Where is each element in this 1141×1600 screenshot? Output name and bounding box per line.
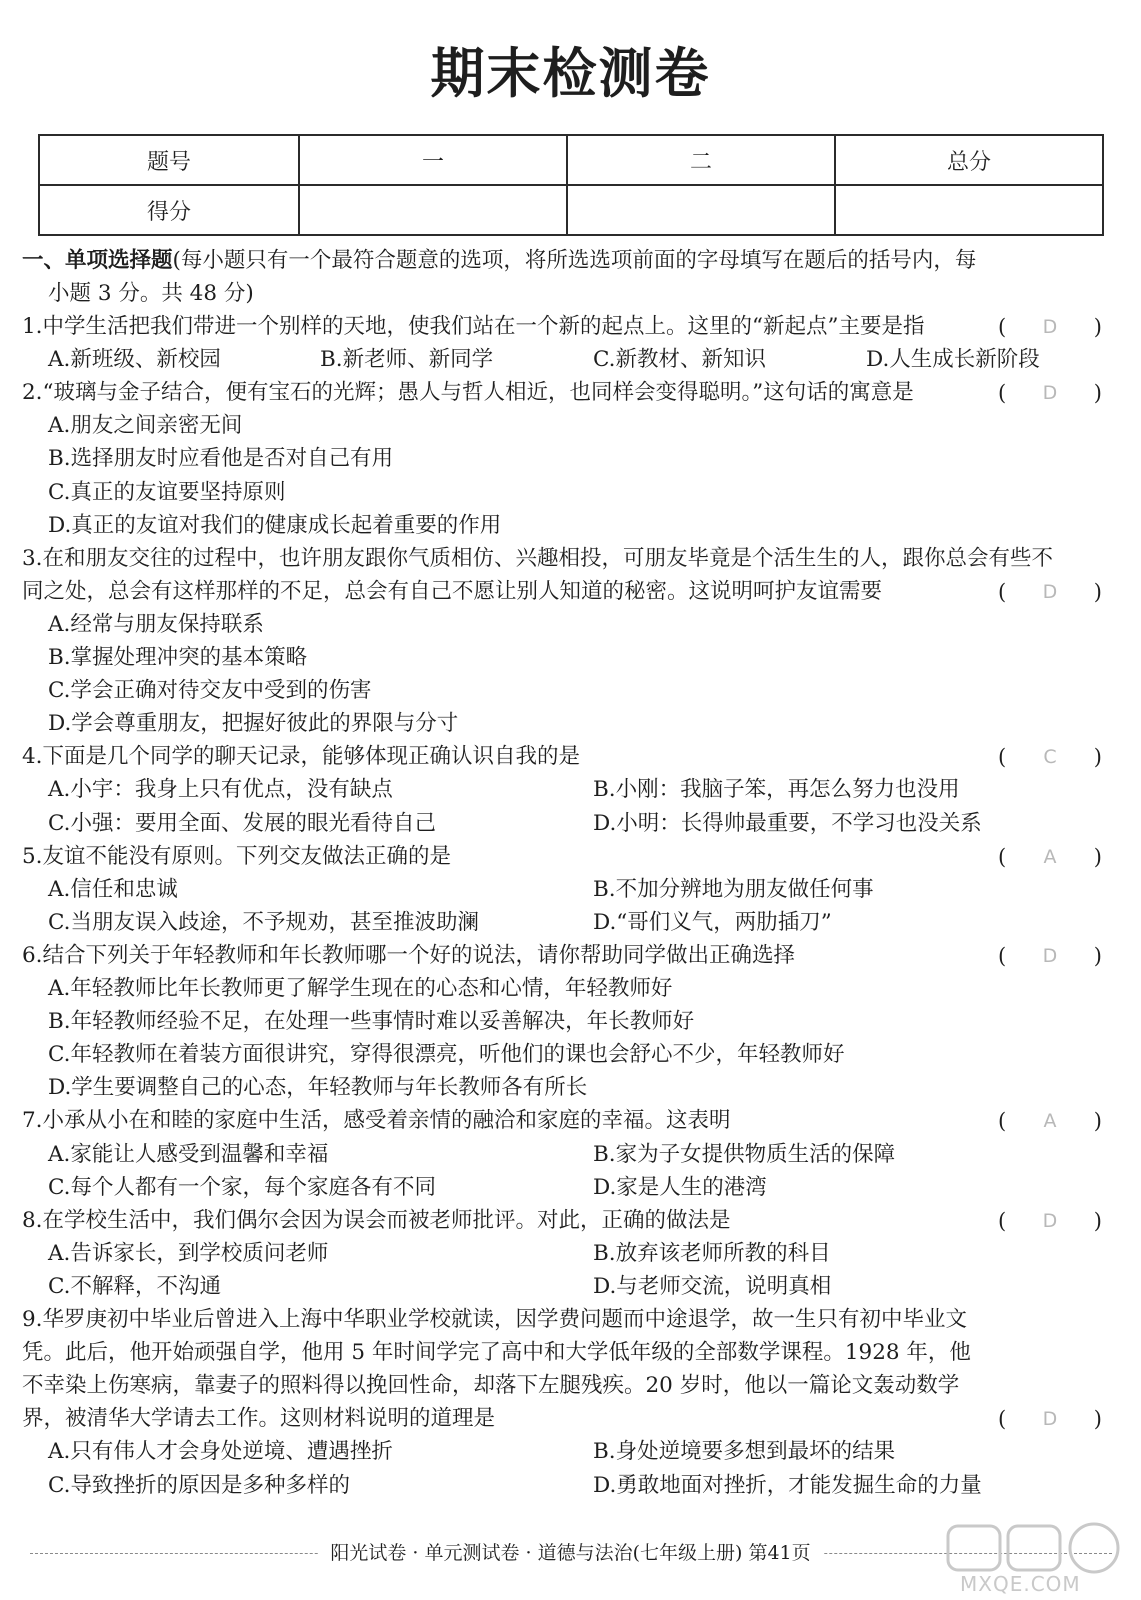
option-item[interactable]: A.家能让人感受到温馨和幸福 xyxy=(48,1141,329,1167)
option-item[interactable]: C.年轻教师在着装方面很讲究，穿得很漂亮，听他们的课也会舒心不少，年轻教师好 xyxy=(48,1042,845,1068)
answer-bracket[interactable] xyxy=(998,842,1102,872)
option-item[interactable]: D.与老师交流，说明真相 xyxy=(593,1273,832,1299)
section-heading-line xyxy=(22,246,1118,276)
answer-bracket[interactable] xyxy=(998,941,1102,971)
answer-bracket-open: ( xyxy=(998,1109,1007,1134)
score-table xyxy=(38,134,1104,236)
answer-bracket[interactable] xyxy=(998,1106,1102,1136)
answer-bracket-close: ) xyxy=(1093,1407,1102,1432)
question-stem: 不幸染上伤寒病，靠妻子的照料得以挽回性命，却落下左腿残疾。20 岁时，他以一篇论文轰动数学 xyxy=(22,1373,960,1399)
option-item[interactable]: C.不解释，不沟通 xyxy=(48,1273,222,1299)
question-stem: 7.小承从小在和睦的家庭中生活，感受着亲情的融洽和家庭的幸福。这表明 xyxy=(22,1108,731,1134)
option-item[interactable]: C.每个人都有一个家，每个家庭各有不同 xyxy=(48,1174,437,1200)
option-item[interactable]: B.不加分辨地为朋友做任何事 xyxy=(593,876,874,902)
option-item[interactable]: D.真正的友谊对我们的健康成长起着重要的作用 xyxy=(48,512,502,538)
score-table-cell: 总分 xyxy=(835,135,1103,185)
answer-bracket-close: ) xyxy=(1093,1208,1102,1233)
answer-bracket-open: ( xyxy=(998,1208,1007,1233)
score-entry-cell[interactable] xyxy=(299,185,567,235)
option-item[interactable]: B.新老师、新同学 xyxy=(320,347,494,373)
score-table-cell: 一 xyxy=(299,135,567,185)
option-item[interactable]: C.新教材、新知识 xyxy=(593,347,767,373)
option-item[interactable]: A.告诉家长，到学校质问老师 xyxy=(48,1240,329,1266)
option-item[interactable]: D.家是人生的港湾 xyxy=(593,1174,767,1200)
answer-letter: A xyxy=(1043,845,1057,868)
answer-letter: D xyxy=(1042,382,1058,405)
answer-letter: D xyxy=(1042,944,1058,967)
answer-bracket-close: ) xyxy=(1093,315,1102,339)
answer-bracket[interactable] xyxy=(998,1404,1102,1434)
answer-bracket-open: ( xyxy=(998,844,1007,869)
question-stem: 2.“玻璃与金子结合，便有宝石的光辉；愚人与哲人相近，也同样会变得聪明。”这句话的寓意是 xyxy=(22,380,914,406)
answer-letter: C xyxy=(1043,746,1057,769)
page-title: 期末检测卷 xyxy=(430,41,711,105)
section-instruction-cont: 小题 3 分。共 48 分) xyxy=(48,281,254,306)
answer-letter: D xyxy=(1042,316,1058,338)
answer-bracket-close: ) xyxy=(1093,381,1102,406)
answer-bracket-close: ) xyxy=(1093,844,1102,869)
answer-bracket-close: ) xyxy=(1093,579,1102,604)
option-item[interactable]: D.学生要调整自己的心态，年轻教师与年长教师各有所长 xyxy=(48,1075,588,1101)
option-item[interactable]: D.勇敢地面对挫折，才能发掘生命的力量 xyxy=(593,1472,982,1498)
question-stem: 1.中学生活把我们带进一个别样的天地，使我们站在一个新的起点上。这里的“新起点”主要是指 xyxy=(22,314,925,339)
question-stem: 9.华罗庚初中毕业后曾进入上海中华职业学校就读，因学费问题而中途退学，故一生只有初中毕业文 xyxy=(22,1307,968,1332)
answer-bracket-close: ) xyxy=(1093,943,1102,968)
option-item[interactable]: A.只有伟人才会身处逆境、遭遇挫折 xyxy=(48,1439,393,1465)
score-entry-cell[interactable] xyxy=(567,185,835,235)
score-table-score-row xyxy=(39,185,1103,235)
option-item[interactable]: A.经常与朋友保持联系 xyxy=(48,611,264,637)
option-item[interactable]: D.人生成长新阶段 xyxy=(866,347,1040,373)
option-item[interactable]: C.当朋友误入歧途，不予规劝，甚至推波助澜 xyxy=(48,909,480,935)
footer-text: 阳光试卷 · 单元测试卷 · 道德与法治(七年级上册) 第41页 xyxy=(318,1542,822,1564)
option-item[interactable]: B.身处逆境要多想到最坏的结果 xyxy=(593,1439,896,1465)
question-stem: 5.友谊不能没有原则。下列交友做法正确的是 xyxy=(22,843,452,869)
answer-bracket-open: ( xyxy=(998,745,1007,770)
watermark-text: MXQE.COM xyxy=(960,1572,1081,1596)
score-entry-cell[interactable] xyxy=(835,185,1103,235)
option-item[interactable]: B.年轻教师经验不足，在处理一些事情时难以妥善解决，年长教师好 xyxy=(48,1009,695,1035)
section-heading: 一、单项选择题 xyxy=(22,248,173,273)
answer-bracket[interactable] xyxy=(998,577,1102,607)
answer-bracket[interactable] xyxy=(998,312,1102,342)
answer-letter: D xyxy=(1042,1209,1058,1232)
section-instruction: (每小题只有一个最符合题意的选项，将所选选项前面的字母填写在题后的括号内，每 xyxy=(172,248,977,273)
option-item[interactable]: B.选择朋友时应看他是否对自己有用 xyxy=(48,446,394,472)
answer-letter: A xyxy=(1043,1110,1057,1133)
score-table-header-row xyxy=(39,135,1103,185)
option-item[interactable]: C.小强：要用全面、发展的眼光看待自己 xyxy=(48,810,437,836)
option-item[interactable]: D.“哥们义气，两肋插刀” xyxy=(593,909,832,935)
score-table-cell: 二 xyxy=(567,135,835,185)
question-stem: 3.在和朋友交往的过程中，也许朋友跟你气质相仿、兴趣相投，可朋友毕竟是个活生生的人，跟你总会有些不 xyxy=(22,545,1054,571)
option-item[interactable]: A.朋友之间亲密无间 xyxy=(48,413,243,439)
question-stem: 8.在学校生活中，我们偶尔会因为误会而被老师批评。对此，正确的做法是 xyxy=(22,1207,731,1233)
answer-bracket[interactable] xyxy=(998,378,1102,408)
answer-bracket-open: ( xyxy=(998,579,1007,604)
option-item[interactable]: B.小刚：我脑子笨，再怎么努力也没用 xyxy=(593,777,960,803)
question-stem: 凭。此后，他开始顽强自学，他用 5 年时间学完了高中和大学低年级的全部数学课程。1928 年，他 xyxy=(22,1340,971,1366)
option-item[interactable]: C.学会正确对待交友中受到的伤害 xyxy=(48,678,372,704)
option-item[interactable]: B.放弃该老师所教的科目 xyxy=(593,1240,831,1266)
option-item[interactable]: B.掌握处理冲突的基本策略 xyxy=(48,645,308,670)
option-item[interactable]: D.学会尊重朋友，把握好彼此的界限与分寸 xyxy=(48,711,459,737)
score-table-cell: 得分 xyxy=(39,185,299,235)
option-item[interactable]: A.新班级、新校园 xyxy=(48,347,221,373)
answer-letter: D xyxy=(1042,580,1058,603)
question-stem: 界，被清华大学请去工作。这则材料说明的道理是 xyxy=(22,1406,496,1432)
option-item[interactable]: A.信任和忠诚 xyxy=(48,876,178,902)
question-stem: 同之处，总会有这样那样的不足，总会有自己不愿让别人知道的秘密。这说明呵护友谊需要 xyxy=(22,578,883,604)
option-item[interactable]: D.小明：长得帅最重要，不学习也没关系 xyxy=(593,810,982,836)
answer-bracket-open: ( xyxy=(998,1407,1007,1432)
answer-bracket-open: ( xyxy=(998,381,1007,406)
question-stem: 6.结合下列关于年轻教师和年长教师哪一个好的说法，请你帮助同学做出正确选择 xyxy=(22,942,796,968)
answer-bracket-close: ) xyxy=(1093,1109,1102,1134)
answer-letter: D xyxy=(1042,1408,1058,1431)
answer-bracket[interactable] xyxy=(998,742,1102,772)
answer-bracket-open: ( xyxy=(998,315,1007,339)
answer-bracket-open: ( xyxy=(998,943,1007,968)
option-item[interactable]: C.导致挫折的原因是多种多样的 xyxy=(48,1472,351,1498)
score-table-cell: 题号 xyxy=(39,135,299,185)
question-stem: 4.下面是几个同学的聊天记录，能够体现正确认识自我的是 xyxy=(22,744,581,770)
answer-bracket[interactable] xyxy=(998,1206,1102,1236)
option-item[interactable]: A.小宇：我身上只有优点，没有缺点 xyxy=(48,777,393,803)
option-item[interactable]: A.年轻教师比年长教师更了解学生现在的心态和心情，年轻教师好 xyxy=(48,976,673,1001)
answer-bracket-close: ) xyxy=(1093,745,1102,770)
option-item[interactable]: B.家为子女提供物质生活的保障 xyxy=(593,1141,896,1167)
option-item[interactable]: C.真正的友谊要坚持原则 xyxy=(48,479,286,505)
